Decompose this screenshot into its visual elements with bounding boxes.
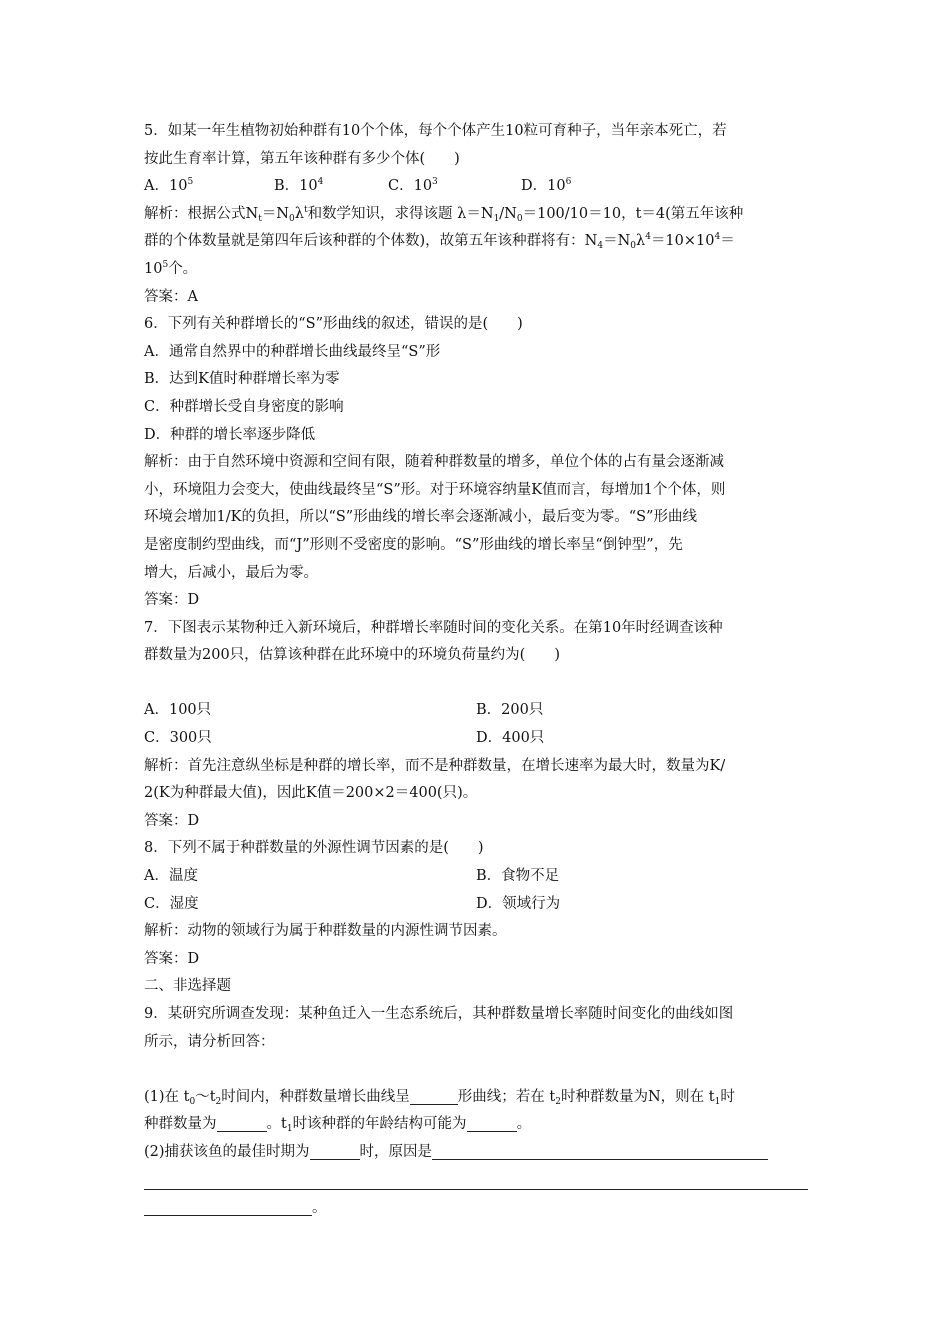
q8-analysis: 解析：动物的领域行为属于种群数量的内源性调节因素。 xyxy=(144,923,507,940)
q6-option-b: B．达到K值时种群增长率为零 xyxy=(144,371,340,388)
answer-blank[interactable] xyxy=(467,1114,517,1132)
answer-blank[interactable] xyxy=(310,1142,360,1160)
answer-blank[interactable] xyxy=(217,1114,267,1132)
q6-analysis-line-5: 增大，后减小，最后为零。 xyxy=(144,564,318,581)
q9-part1-line-2: 种群数量为 。$t_1$时该种群的年龄结构可能为 。 xyxy=(144,1116,532,1135)
q5-options xyxy=(144,173,808,201)
q7-stem-line-1: 7．下图表示某物种迁入新环境后，种群增长率随时间的变化关系。在第10年时经调查该种 xyxy=(144,619,723,636)
q8-option-a: A．温度 xyxy=(144,868,198,885)
q6-option-c: C．种群增长受自身密度的影响 xyxy=(144,398,344,415)
q8-answer: 答案：D xyxy=(144,950,200,967)
q6-stem: 6．下列有关种群增长的“S”形曲线的叙述，错误的是( ) xyxy=(144,316,523,333)
q6-analysis-line-2: 小，环境阻力会变大，使曲线最终呈“S”形。对于环境容纳量K值而言，每增加1个个体，则 xyxy=(144,481,726,498)
q7-analysis-line-2: 2(K为种群最大值)，因此K值＝200×2＝400(只)。 xyxy=(144,785,478,802)
q7-option-b: B．200只 xyxy=(476,702,544,719)
q7-figure-gap xyxy=(144,670,808,698)
q5-option-b: B．$10^4$ xyxy=(274,177,324,195)
answer-line[interactable] xyxy=(144,1172,808,1190)
q9-stem-line-2: 所示，请分析回答： xyxy=(144,1033,275,1050)
q6-option-a: A．通常自然界中的种群增长曲线最终呈“S”形 xyxy=(144,343,441,360)
q8-options-row-2 xyxy=(144,891,808,919)
q7-option-a: A．100只 xyxy=(144,702,212,719)
q8-option-b: B．食物不足 xyxy=(476,868,560,885)
q5-option-d: D．$10^6$ xyxy=(521,177,572,195)
q5-answer: 答案：A xyxy=(144,288,198,305)
q7-stem-line-2: 群数量为200只，估算该种群在此环境中的环境负荷量约为( ) xyxy=(144,647,560,664)
q9-part1-line-1: (1)在 $t_0\sim t_2$时间内，种群数量增长曲线呈 形曲线；若在 $t_2$时种群数量为N，则在 $t_1$时 xyxy=(144,1088,735,1107)
q5-stem-line-1: 5．如某一年生植物初始种群有10个个体，每个个体产生10粒可育种子，当年亲本死亡，若 xyxy=(144,123,727,139)
answer-blank[interactable] xyxy=(432,1142,768,1160)
q6-analysis-line-4: 是密度制约型曲线，而“J”形则不受密度的影响。“S”形曲线的增长率呈“倒钟型”，先 xyxy=(144,536,683,553)
q5-analysis-line-2: 群的个体数量就是第四年后该种群的个体数)，故第五年该种群将有：$N_4=N_0\lambda^4=10\times 10^4=$ xyxy=(144,232,735,252)
q5-option-c: C．$10^3$ xyxy=(388,177,438,195)
q7-answer: 答案：D xyxy=(144,812,200,829)
q7-options-row-2 xyxy=(144,725,808,753)
document-page xyxy=(144,118,808,1222)
q6-answer: 答案：D xyxy=(144,592,200,609)
q9-part2-line-3: 。 xyxy=(144,1195,808,1223)
q5-analysis-line-1: 解析：根据公式$N_t=N_0\lambda^t$和数学知识，求得该题 $\lambda=N_1/N_0=100/10=10$，t＝4(第五年该种 xyxy=(144,204,744,224)
q8-option-c: C．湿度 xyxy=(144,895,199,912)
q5-analysis-line-3: $10^5$个。 xyxy=(144,259,198,277)
q6-option-d: D．种群的增长率逐步降低 xyxy=(144,426,316,443)
q9-figure-gap xyxy=(144,1056,808,1084)
q7-option-c: C．300只 xyxy=(144,730,212,747)
q7-analysis-line-1: 解析：首先注意纵坐标是种群的增长率，而不是种群数量，在增长速率为最大时，数量为K/ xyxy=(144,757,726,774)
q6-analysis-line-3: 环境会增加1/K的负担，所以“S”形曲线的增长率会逐渐减小，最后变为零。“S”形曲线 xyxy=(144,509,697,526)
section-heading: 二、非选择题 xyxy=(144,978,231,995)
q9-part2-line-1: (2)捕获该鱼的最佳时期为 时，原因是 xyxy=(144,1139,808,1167)
q6-analysis-line-1: 解析：由于自然环境中资源和空间有限，随着种群数量的增多，单位个体的占有量会逐渐减 xyxy=(144,454,724,471)
answer-blank[interactable] xyxy=(144,1198,312,1216)
q8-options-row-1 xyxy=(144,863,808,891)
q8-stem: 8．下列不属于种群数量的外源性调节因素的是( ) xyxy=(144,840,484,857)
q5-stem-line-2: 按此生育率计算，第五年该种群有多少个体( ) xyxy=(144,150,460,167)
q8-option-d: D．领域行为 xyxy=(476,895,561,912)
q9-stem-line-1: 9．某研究所调查发现：某种鱼迁入一生态系统后，其种群数量增长率随时间变化的曲线如图 xyxy=(144,1006,734,1022)
q7-options-row-1 xyxy=(144,697,808,725)
q5-option-a: A．$10^5$ xyxy=(144,177,194,195)
q7-option-d: D．400只 xyxy=(476,730,545,747)
answer-blank[interactable] xyxy=(410,1087,458,1105)
